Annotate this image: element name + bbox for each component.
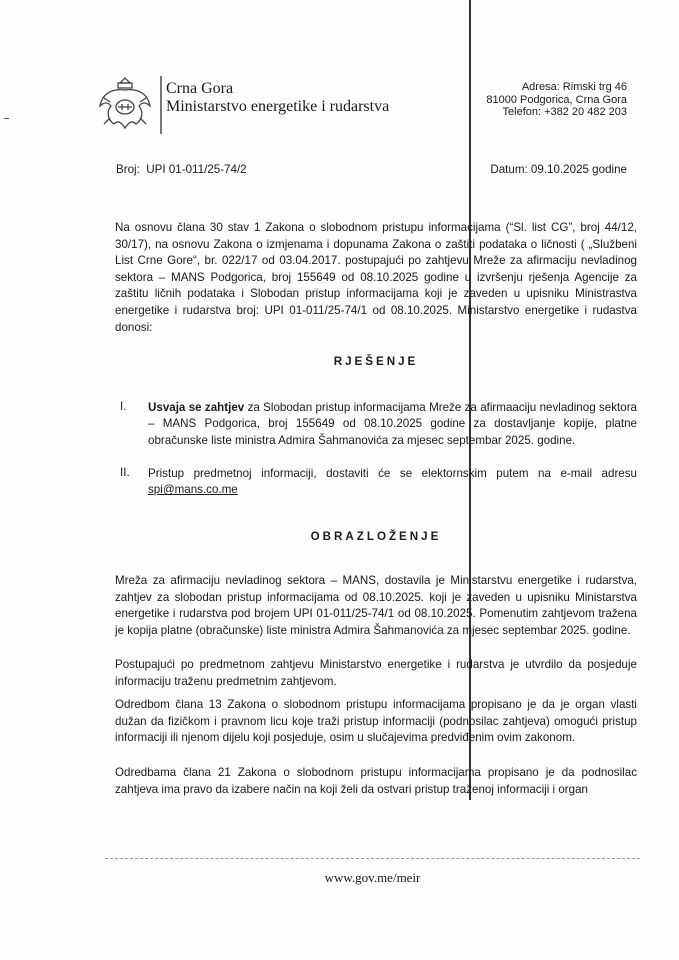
address-line: 81000 Podgorica, Crna Gora [486,93,627,106]
scan-mark [4,118,9,119]
item-number: I. [120,400,127,413]
reasoning-title: OBRAZLOŽENJE [310,530,442,543]
reasoning-paragraph: Mreža za afirmaciju nevladinog sektora – MANS, dostavila je Ministarstvu energetike i rudarstva, zahtjev za slobodan pristup informacijama od 08.10.2025. koji je zaveden u upisniku Ministarstva energetike i rudarstva pod brojem UPI 01-011/25-74/1 od 08.10.2025. Pomenutim zahtjevom tražena je kopija platne (obračunske) liste ministra Admira Šahmanovića za mjesec septembar 2025. godine. [115,574,637,637]
decision-item: Pristup predmetnoj informaciji, dostaviti će se elektornskim putem na e-mail adresu spi@mans.co.me [148,467,637,497]
footer-url: www.gov.me/meir [324,870,421,885]
coat-of-arms-logo [96,76,154,132]
reasoning-paragraph: Odredbama člana 21 Zakona o slobodnom pristupu informacijama propisano je da podnosilac zahtjeva ima pravo da izabere način na koji želi da ostvari pristup traženoj informaciji i organ [115,766,637,796]
email-link[interactable]: spi@mans.co.me [148,483,238,497]
reasoning-paragraph: Postupajući po predmetnom zahtjevu Ministarstvo energetike i rudarstva je utvrdilo da posjeduje informaciju traženu predmetnim zahtjevom. [115,658,637,688]
reasoning-paragraph: Odredbom člana 13 Zakona o slobodnom pristupu informacijama propisano je da je organ vlasti dužan da fizičkom i pravnom licu koje traži pristup informaciji (podnosilac zahtjeva) omogući pristup informaciji ili njenom dijelu koji posjeduje, osim u slučajevima predviđenim ovim zakonom. [115,698,637,745]
country-name: Crna Gora [166,80,234,97]
address-line: Adresa: Rimski trg 46 [521,81,627,93]
decision-item-bold: Usvaja se zahtjev [148,401,245,414]
phone-line: Telefon: +382 20 482 203 [502,106,627,119]
document-number: Broj: UPI 01-011/25-74/2 [116,163,247,176]
ministry-name: Ministarstvo energetike i rudarstva [166,98,390,115]
header-divider [160,76,162,134]
footer-divider [105,858,640,859]
item-number: II. [120,466,130,479]
decision-title: RJEŠENJE [333,355,419,368]
document-date: Datum: 09.10.2025 godine [490,163,627,176]
decision-item: Usvaja se zahtjev za Slobodan pristup informacijama Mreže za afirmaaciju nevladinog sektora – MANS Podgorica, broj 155649 od 08.10.2025 godine za dostavljanje kopije, platne obračunske liste ministra Admira Šahmanovića za mjesec septembar 2025. godine. [148,401,638,447]
address-block [486,81,627,119]
intro-paragraph: Na osnovu člana 30 stav 1 Zakona o slobodnom pristupu informacijama (“Sl. list CG”, broj 44/12, 30/17), na osnovu Zakona o izmjenama i dopunama Zakona o zaštiti podataka o ličnosti ( „Službeni List Crne Gore“, br. 022/17 od 03.04.2017. postupajući po zahtjevu Mreže za afirmaciju nevladinog sektora – MANS Podgorica, broj 155649 od 08.10.2025 godine u izvršenju rješenja Agencije za zaštitu ličnih podataka i Slobodan pristup informacijama koji je zaveden u upisniku Ministrastva energetike i rudarstva broj: UPI 01-011/25-74/1 od 08.10.2025. Ministarstvo energetike i rudastva donosi: [115,221,637,334]
